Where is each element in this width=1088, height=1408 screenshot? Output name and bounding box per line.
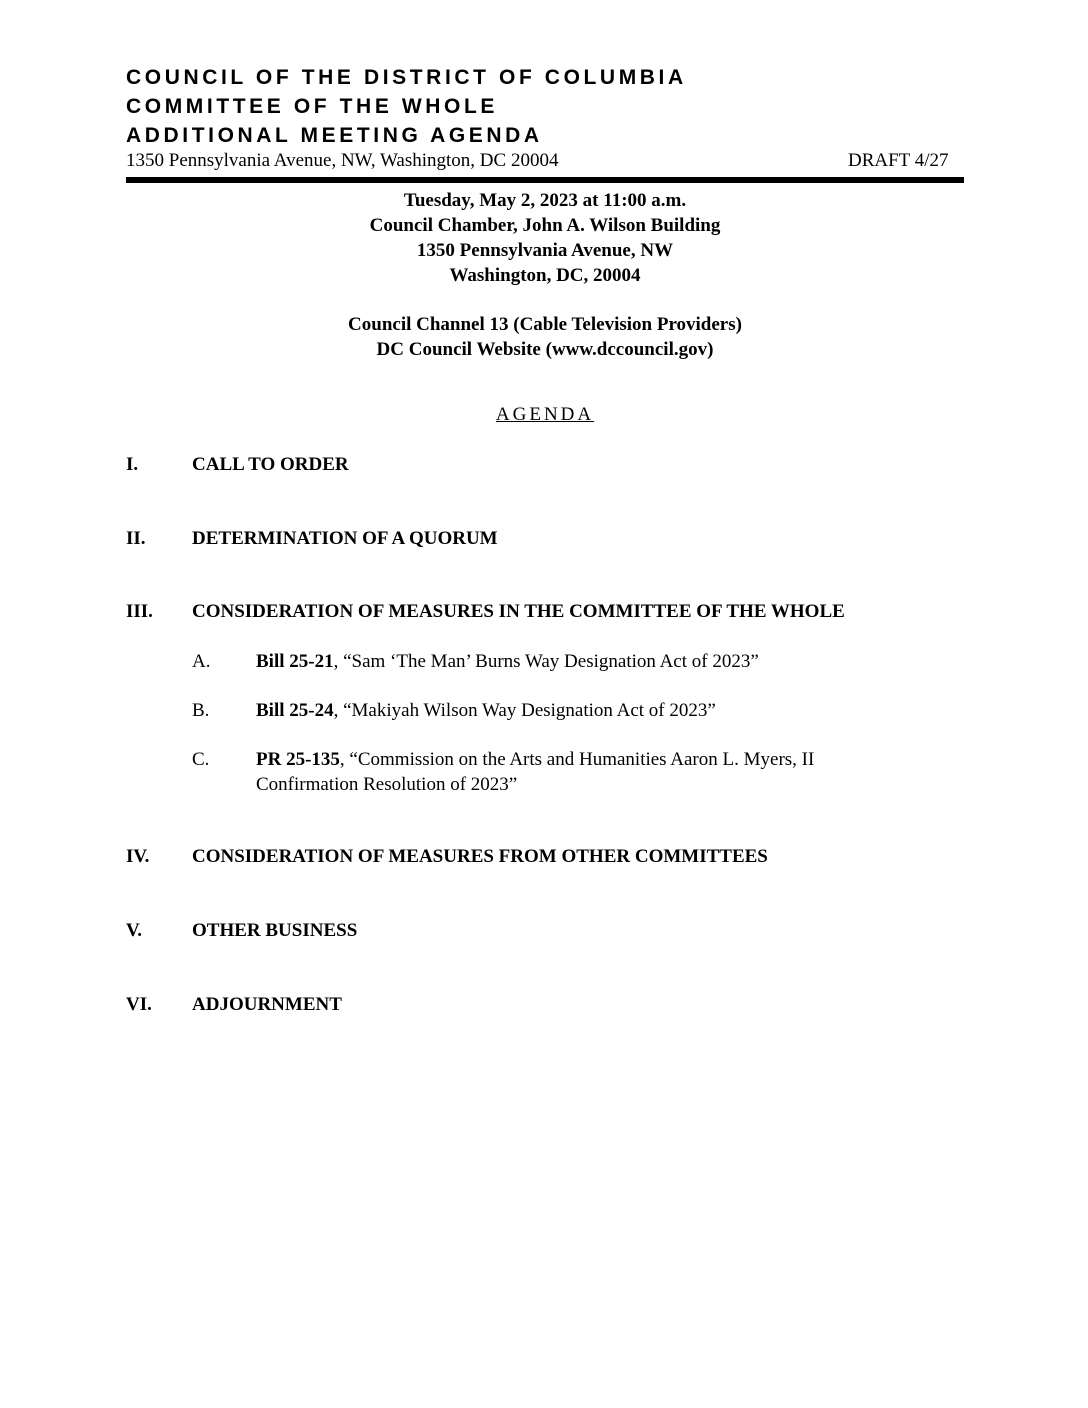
agenda-item-number: II. bbox=[126, 528, 146, 549]
sub-item-measure bbox=[256, 649, 956, 674]
sub-item-measure bbox=[256, 698, 956, 723]
agenda-item-title: CONSIDERATION OF MEASURES IN THE COMMITTEE OF THE WHOLE bbox=[192, 601, 845, 622]
bill-number: Bill 25-21 bbox=[256, 651, 334, 672]
meeting-datetime: Tuesday, May 2, 2023 at 11:00 a.m. bbox=[403, 190, 687, 211]
header-committee-name: COMMITTEE OF THE WHOLE bbox=[126, 95, 499, 118]
broadcast-channel: Council Channel 13 (Cable Television Providers) bbox=[348, 314, 742, 335]
bill-number: Bill 25-24 bbox=[256, 700, 334, 721]
agenda-item-title: CONSIDERATION OF MEASURES FROM OTHER COMMITTEES bbox=[192, 846, 768, 867]
agenda-item-number: III. bbox=[126, 601, 153, 622]
agenda-item-number: VI. bbox=[126, 994, 152, 1015]
header-council-name: COUNCIL OF THE DISTRICT OF COLUMBIA bbox=[126, 66, 687, 89]
council-website: DC Council Website (www.dccouncil.gov) bbox=[376, 339, 714, 360]
agenda-item-number: IV. bbox=[126, 846, 150, 867]
agenda-item-title: ADJOURNMENT bbox=[192, 994, 342, 1015]
meeting-street: 1350 Pennsylvania Avenue, NW bbox=[416, 240, 674, 261]
agenda-item-title: DETERMINATION OF A QUORUM bbox=[192, 528, 498, 549]
sub-item-letter: A. bbox=[192, 651, 211, 672]
header-address: 1350 Pennsylvania Avenue, NW, Washington, DC 20004 bbox=[126, 150, 559, 171]
bill-number: PR 25-135 bbox=[256, 749, 340, 770]
header-rule bbox=[126, 177, 964, 183]
sub-item-letter: C. bbox=[192, 749, 210, 770]
meeting-city: Washington, DC, 20004 bbox=[449, 265, 641, 286]
measure-title: , “Makiyah Wilson Way Designation Act of 2023” bbox=[333, 700, 716, 721]
meeting-location: Council Chamber, John A. Wilson Building bbox=[369, 215, 721, 236]
agenda-item-number: V. bbox=[126, 920, 143, 941]
header-document-title: ADDITIONAL MEETING AGENDA bbox=[126, 124, 543, 147]
agenda-heading: AGENDA bbox=[495, 404, 595, 425]
agenda-item-title: CALL TO ORDER bbox=[192, 454, 349, 475]
measure-title: , “Commission on the Arts and Humanities Aaron L. Myers, II Confirmation Resolution of 2023” bbox=[256, 749, 815, 795]
measure-title: , “Sam ‘The Man’ Burns Way Designation Act of 2023” bbox=[333, 651, 759, 672]
draft-label: DRAFT 4/27 bbox=[848, 150, 949, 171]
agenda-item-number: I. bbox=[126, 454, 139, 475]
sub-item-measure bbox=[256, 747, 896, 797]
sub-item-letter: B. bbox=[192, 700, 210, 721]
agenda-item-title: OTHER BUSINESS bbox=[192, 920, 358, 941]
